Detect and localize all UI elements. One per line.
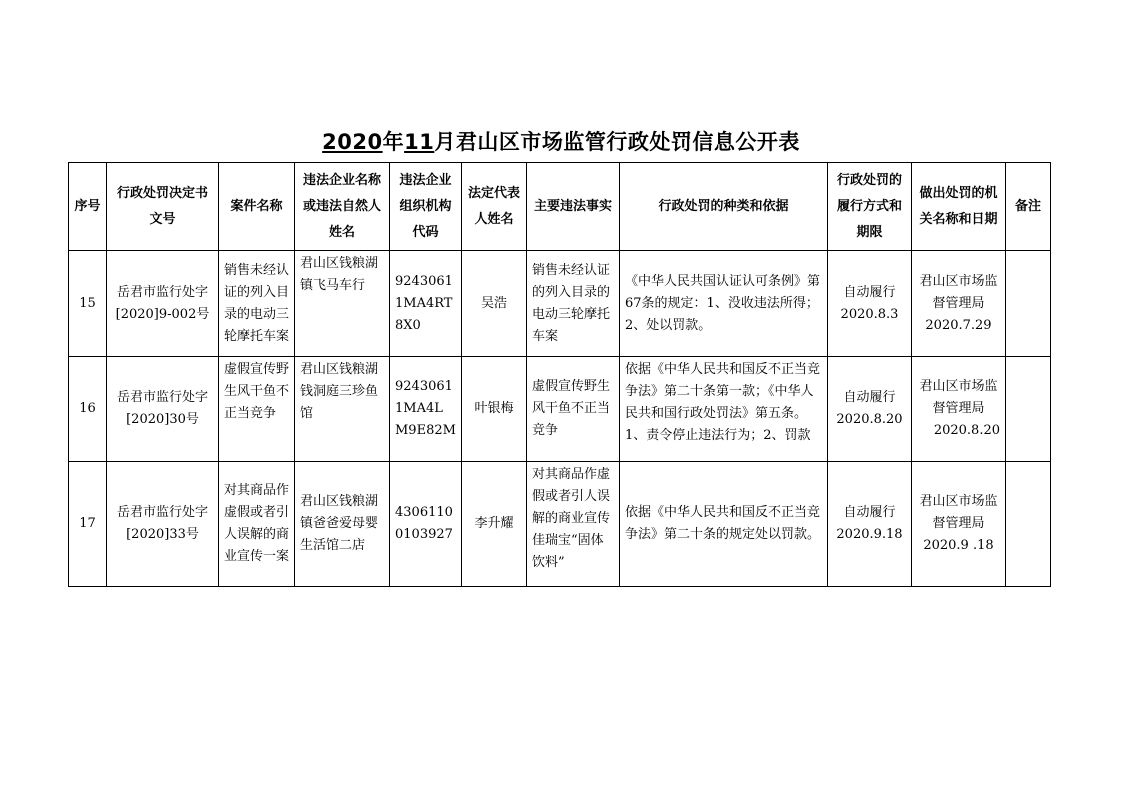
title-year: 2020 [322,130,383,154]
cell-remark [1006,357,1051,462]
cell-doc-no: 岳君市监行处字[2020]30号 [107,357,219,462]
authority-date: 2020.7.29 [925,317,992,333]
cell-case-name: 销售未经认证的列入目录的电动三轮摩托车案 [219,251,295,357]
header-org-code: 违法企业组织机构代码 [390,163,462,251]
cell-facts: 虚假宣传野生风干鱼不正当竞争 [527,357,620,462]
cell-legal-rep: 吴浩 [462,251,527,357]
authority-name: 君山区市场监督管理局 [919,273,998,311]
cell-seq: 16 [69,357,107,462]
cell-party: 君山区钱粮湖镇飞马车行 [295,251,390,357]
title-rest: 月君山区市场监管行政处罚信息公开表 [434,130,800,154]
cell-seq: 15 [69,251,107,357]
header-penalty: 行政处罚的种类和依据 [620,163,828,251]
header-remark: 备注 [1006,163,1051,251]
execution-method: 自动履行 [843,284,896,300]
cell-org-code: 92430611MA4RT8X0 [390,251,462,357]
cell-authority [912,462,1006,587]
execution-date: 2020.8.3 [840,306,899,322]
cell-penalty: 依据《中华人民共和国反不正当竞争法》第二十条第一款；《中华人民共和国行政处罚法》第五条。1、责令停止违法行为；2、罚款 [620,357,828,462]
header-execution: 行政处罚的履行方式和期限 [828,163,912,251]
cell-party: 君山区钱粮湖钱洞庭三珍鱼馆 [295,357,390,462]
cell-case-name: 对其商品作虚假或者引人误解的商业宣传一案 [219,462,295,587]
cell-facts: 销售未经认证的列入目录的电动三轮摩托车案 [527,251,620,357]
execution-date: 2020.9.18 [836,527,903,542]
title-month: 11 [404,130,435,154]
authority-date: 2020.8.20 [933,423,1000,438]
page-title [0,126,1122,156]
authority-date: 2020.9 .18 [923,538,994,553]
header-legal-rep: 法定代表人姓名 [462,163,527,251]
cell-penalty: 《中华人民共国认证认可条例》第67条的规定：1、没收违法所得；2、处以罚款。 [620,251,828,357]
execution-method: 自动履行 [843,390,896,405]
cell-remark [1006,462,1051,587]
authority-name: 君山区市场监督管理局 [919,379,998,416]
cell-doc-no: 岳君市监行处字[2020]33号 [107,462,219,587]
cell-case-name: 虚假宣传野生风干鱼不正当竞争 [219,357,295,462]
cell-remark [1006,251,1051,357]
table-header-row [69,163,1051,251]
cell-execution [828,251,912,357]
cell-penalty: 依据《中华人民共和国反不正当竞争法》第二十条的规定处以罚款。 [620,462,828,587]
cell-doc-no: 岳君市监行处字[2020]9-002号 [107,251,219,357]
cell-legal-rep: 叶银梅 [462,357,527,462]
cell-execution [828,462,912,587]
header-doc-no: 行政处罚决定书文号 [107,163,219,251]
penalty-table [68,162,1051,587]
cell-facts: 对其商品作虚假或者引人误解的商业宣传佳瑞宝“固体饮料” [527,462,620,587]
header-seq: 序号 [69,163,107,251]
authority-name: 君山区市场监督管理局 [919,494,998,531]
header-party: 违法企业名称或违法自然人姓名 [295,163,390,251]
header-authority: 做出处罚的机关名称和日期 [912,163,1006,251]
title-year-suffix: 年 [382,130,405,154]
cell-seq: 17 [69,462,107,587]
table-row [69,251,1051,357]
header-case-name: 案件名称 [219,163,295,251]
table-row [69,462,1051,587]
cell-authority [912,357,1006,462]
cell-legal-rep: 李升耀 [462,462,527,587]
cell-party: 君山区钱粮湖镇爸爸爱母婴生活馆二店 [295,462,390,587]
execution-method: 自动履行 [843,505,896,520]
cell-execution [828,357,912,462]
cell-authority [912,251,1006,357]
execution-date: 2020.8.20 [836,412,903,427]
header-facts: 主要违法事实 [527,163,620,251]
table-row [69,357,1051,462]
cell-org-code: 43061100103927 [390,462,462,587]
cell-org-code: 92430611MA4LM9E82M [390,357,462,462]
